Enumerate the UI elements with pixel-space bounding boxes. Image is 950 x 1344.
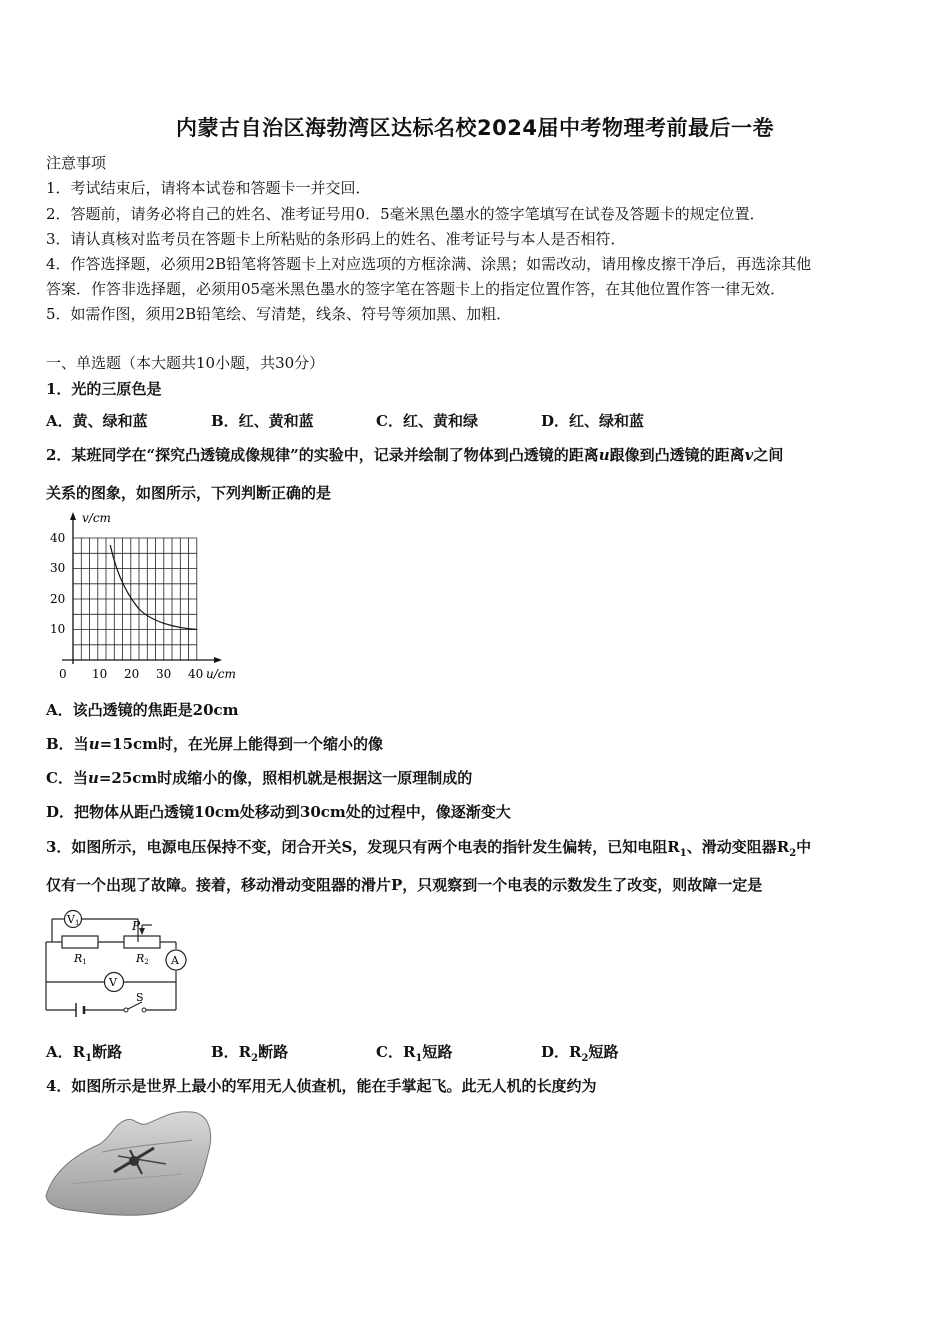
graph-x-tick: 20: [124, 667, 140, 681]
q3-option-c: [376, 1041, 452, 1064]
q2-var-u: u: [598, 446, 610, 464]
r-sub: 1: [82, 958, 87, 966]
q2-stem-part: 之间: [753, 446, 784, 464]
ammeter-label: A: [171, 954, 179, 967]
slider-label: P: [132, 919, 141, 933]
q3-opt-sub: 2: [581, 1053, 589, 1064]
q2-option-c-var: u: [87, 769, 99, 787]
q3-option-a: [46, 1041, 122, 1064]
resistor-r1: [62, 936, 98, 948]
q3-stem-part: 3．如图所示，电源电压保持不变，闭合开关S，发现只有两个电表的指针发生偏转，已知电阻R: [46, 838, 680, 856]
q3-stem-part: 、滑动变阻器R: [686, 838, 790, 856]
rheostat-r2: [124, 936, 160, 948]
notice-heading: 注意事项: [46, 154, 107, 172]
q2-option-b-var: u: [88, 735, 100, 753]
drone-on-hand-photo: [42, 1104, 218, 1222]
q3-opt-part: 短路: [422, 1043, 453, 1061]
question-2-stem: [46, 444, 783, 465]
q3-opt-sub: 1: [85, 1053, 93, 1064]
meter-sub: 1: [74, 919, 80, 927]
question-3-stem-line2: 仅有一个出现了故障。接着，移动滑动变阻器的滑片P，只观察到一个电表的示数发生了改变，则故障一定是: [46, 876, 763, 894]
q3-opt-part: 短路: [588, 1043, 619, 1061]
q2-option-b-part: =15cm时，在光屏上能得到一个缩小的像: [99, 735, 384, 753]
q3-opt-sub: 2: [251, 1053, 259, 1064]
q3-opt-part: B．R: [211, 1043, 252, 1061]
graph-grid: [73, 538, 197, 660]
notice-item: 3．请认真核对监考员在答题卡上所粘贴的条形码上的姓名、准考证号与本人是否相符．: [46, 230, 626, 248]
question-1-stem: 1．光的三原色是: [46, 380, 162, 398]
q3-sub: 1: [679, 848, 687, 859]
q3-opt-sub: 1: [415, 1053, 423, 1064]
q1-option-c: C．红、黄和绿: [376, 412, 478, 430]
graph-y-label: v/cm: [82, 511, 111, 525]
q3-opt-part: 断路: [258, 1043, 289, 1061]
q2-option-c-part: C．当: [46, 769, 88, 787]
q2-option-b: [46, 733, 383, 754]
r-letter: R: [136, 952, 145, 965]
notice-item: 4．作答选择题，必须用2B铅笔将答题卡上对应选项的方框涂满、涂黑；如需改动，请用橡皮擦干净后，再选涂其他: [46, 255, 812, 273]
x-axis-arrow-icon: [214, 657, 222, 663]
q3-stem-part: 中: [796, 838, 812, 856]
q3-opt-part: 断路: [92, 1043, 123, 1061]
switch-label: S: [136, 991, 144, 1004]
voltmeter-v-label: V: [109, 976, 117, 989]
graph-x-tick: 0: [59, 667, 67, 681]
notice-item: 答案．作答非选择题，必须用05毫米黑色墨水的签字笔在答题卡上的指定位置作答，在其他位置作答一律无效．: [46, 280, 786, 298]
q2-var-v: v: [744, 446, 754, 464]
graph-y-tick: 10: [50, 622, 66, 636]
q2-option-c-part: =25cm时成缩小的像，照相机就是根据这一原理制成的: [98, 769, 473, 787]
graph-x-tick: 40: [188, 667, 204, 681]
q3-option-d: [541, 1041, 618, 1064]
notice-item: 1．考试结束后，请将本试卷和答题卡一并交回．: [46, 179, 371, 197]
q1-option-a: A．黄、绿和蓝: [46, 412, 148, 430]
q2-option-d: D．把物体从距凸透镜10cm处移动到30cm处的过程中，像逐渐变大: [46, 803, 511, 821]
meter-letter: V: [67, 913, 75, 926]
graph-x-tick: 30: [156, 667, 172, 681]
q3-opt-part: A．R: [46, 1043, 86, 1061]
question-3-stem: [46, 836, 811, 859]
switch-contact: [124, 1008, 128, 1012]
page-title: 内蒙古自治区海勃湾区达标名校2024届中考物理考前最后一卷: [176, 116, 774, 140]
r-sub: 2: [144, 958, 149, 966]
r2-label: [135, 952, 149, 966]
switch-contact: [142, 1008, 146, 1012]
q1-option-d: D．红、绿和蓝: [541, 412, 645, 430]
q3-sub: 2: [789, 848, 797, 859]
question-4-stem: 4．如图所示是世界上最小的军用无人侦查机，能在手掌起飞。此无人机的长度约为: [46, 1077, 597, 1095]
notice-item: 2．答题前，请务必将自己的姓名、准考证号用0．5毫米黑色墨水的签字笔填写在试卷及答题卡的规定位置．: [46, 205, 765, 223]
graph-y-tick: 30: [50, 561, 66, 575]
section-heading: 一、单选题（本大题共10小题，共30分）: [46, 354, 325, 372]
q3-opt-part: C．R: [376, 1043, 416, 1061]
lens-image-distance-graph: [40, 508, 250, 686]
graph-x-label: u/cm: [206, 667, 236, 681]
q3-option-b: [211, 1041, 288, 1064]
graph-y-tick: 40: [50, 531, 66, 545]
question-2-stem-line2: 关系的图象，如图所示，下列判断正确的是: [46, 484, 332, 502]
q3-opt-part: D．R: [541, 1043, 582, 1061]
q2-stem-part: 跟像到凸透镜的距离: [609, 446, 745, 464]
r1-label: [73, 952, 87, 966]
q2-option-a: A．该凸透镜的焦距是20cm: [46, 701, 239, 719]
graph-curve: [110, 545, 197, 630]
q2-option-c: [46, 767, 472, 788]
graph-y-tick: 20: [50, 592, 66, 606]
q2-option-b-part: B．当: [46, 735, 89, 753]
q2-stem-part: 2．某班同学在“探究凸透镜成像规律”的实验中，记录并绘制了物体到凸透镜的距离: [46, 446, 599, 464]
graph-x-tick: 10: [92, 667, 108, 681]
r-letter: R: [74, 952, 83, 965]
notice-item: 5．如需作图，须用2B铅笔绘、写清楚，线条、符号等须加黑、加粗．: [46, 305, 512, 323]
y-axis-arrow-icon: [70, 512, 76, 520]
circuit-diagram: [44, 902, 194, 1020]
q1-option-b: B．红、黄和蓝: [211, 412, 314, 430]
